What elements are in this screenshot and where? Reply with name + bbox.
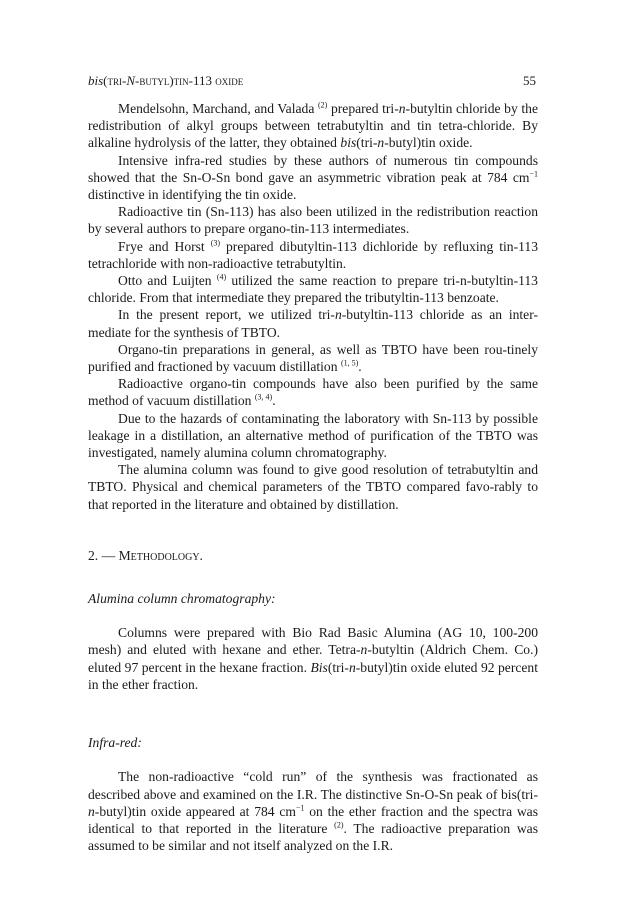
text-run: -butyl)tin oxide appeared at 784 cm [94,803,296,819]
italic-run: n [348,659,356,675]
running-title-n: N [126,73,135,88]
italic-run: n [360,642,368,658]
section-title: Methodology. [118,547,203,563]
running-title [88,73,243,89]
text-run: -butyl)tin oxide eluted 92 percent in the ether fraction. [88,659,539,692]
text-run: Frye and Horst [118,238,211,254]
subsection-heading: Infra-red: [88,735,142,751]
text-run: -butyltin (Aldrich Chem. Co.) eluted 97 percent in the hexane fraction. [88,642,538,675]
text-run: -butyltin chloride by the redistribution of alkyl groups between tetrabutyltin and tin tetra-chloride. By alkaline hydrolysis of the latter, they obtained [88,101,538,151]
paragraph [88,461,538,513]
paragraph [88,410,538,462]
paragraph [88,624,538,693]
text-run: The alumina column was found to give good resolution of tetrabutyltin and TBTO. Physical and chemical parameters of the TBTO compared favo-rably to that reported in the literature and obtained by distillation. [88,462,538,512]
text-run: (tri- [356,135,378,151]
citation: (2) [334,820,344,830]
text-run: The non-radioactive “cold run” of the synthesis was fractionated as described above and examined on the I.R. The distinctive Sn-O-Sn peak of bis(tri- [88,769,538,802]
text-run: Mendelsohn, Marchand, and Valada [118,101,318,116]
superscript: −1 [529,169,538,179]
text-run: -butyltin-113 chloride as an inter-mediate for the synthesis of TBTO. [88,307,538,340]
spacer [88,513,538,547]
running-header [88,73,536,89]
citation: (3) [210,238,221,248]
text-run: Organo-tin preparations in general, as well as TBTO have been rou-tinely purified and fractioned by vacuum distillation [88,341,538,375]
paragraph [88,203,538,237]
text-run: Radioactive organo-tin compounds have also been purified by the same method of vacuum distillation [88,376,538,409]
paragraph [88,306,538,340]
italic-run: Bis [310,659,328,675]
text-run: -butyl)tin oxide. [384,135,473,151]
paragraph [88,341,538,375]
running-title-bis: bis [88,73,104,88]
citation: (1, 5) [340,358,359,368]
italic-run: bis [340,135,357,151]
text-run: prepared dibutyltin-113 dichloride by refluxing tin-113 tetrachloride with non-radioactive tetrabutyltin. [88,238,538,271]
body-text [88,100,538,854]
paragraph [88,100,538,152]
text-run: (tri- [327,659,349,675]
italic-run: n [377,135,385,151]
spacer [88,564,538,590]
text-run: distinctive in identifying the tin oxide. [88,187,297,203]
spacer [88,607,538,624]
section-number: 2. — [88,547,119,563]
spacer [88,693,538,734]
citation: (4) [216,272,227,282]
italic-run: n [334,307,342,323]
text-run: . [358,359,362,375]
paragraph [88,768,538,854]
text-run: prepared tri- [327,101,399,116]
text-run: Due to the hazards of contaminating the laboratory with Sn-113 by possible leakage in a distillation, an alternative method of purification of the TBTO was investigated, namely alumina column chromatography. [88,410,538,461]
text-run: . [272,393,276,409]
spacer [88,751,538,768]
paragraph [88,272,538,306]
italic-run: n [88,803,95,819]
text-run: Otto and Luijten [118,273,217,289]
text-run: . The radioactive preparation was assumed to be similar and not itself analyzed on the I.R. [88,820,538,854]
page-number: 55 [523,73,536,88]
running-title-tri: (tri- [103,73,127,88]
paragraph [88,152,538,204]
text-run: Radioactive tin (Sn-113) has also been utilized in the redistribution reaction by several authors to prepare organo-tin-113 intermediates. [88,204,538,237]
text-run: on the ether fraction and the spectra was identical to that reported in the literature [88,803,538,836]
subsection-heading: Alumina column chromatography: [88,591,276,607]
paragraph [88,238,538,272]
text-run: Columns were prepared with Bio Rad Basic Alumina (AG 10, 100-200 mesh) and eluted with hexane and ether. Tetra- [88,625,538,658]
citation: (3, 4) [254,392,273,402]
text-run: In the present report, we utilized tri- [118,307,335,323]
paragraph [88,375,538,409]
text-run: utilized the same reaction to prepare tri-n-butyltin-113 chloride. From that intermediate they prepared the tributyltin-113 benzoate. [88,273,538,306]
citation: (2) [318,100,328,110]
text-run: Intensive infra-red studies by these authors of numerous tin compounds showed that the Sn-O-Sn bond gave an asymmetric vibration peak at 784 cm [88,152,538,185]
running-title-rest: -butyl)tin-113 oxide [135,73,244,88]
section-heading [88,547,538,564]
italic-run: n [398,101,406,116]
superscript: −1 [295,803,305,813]
